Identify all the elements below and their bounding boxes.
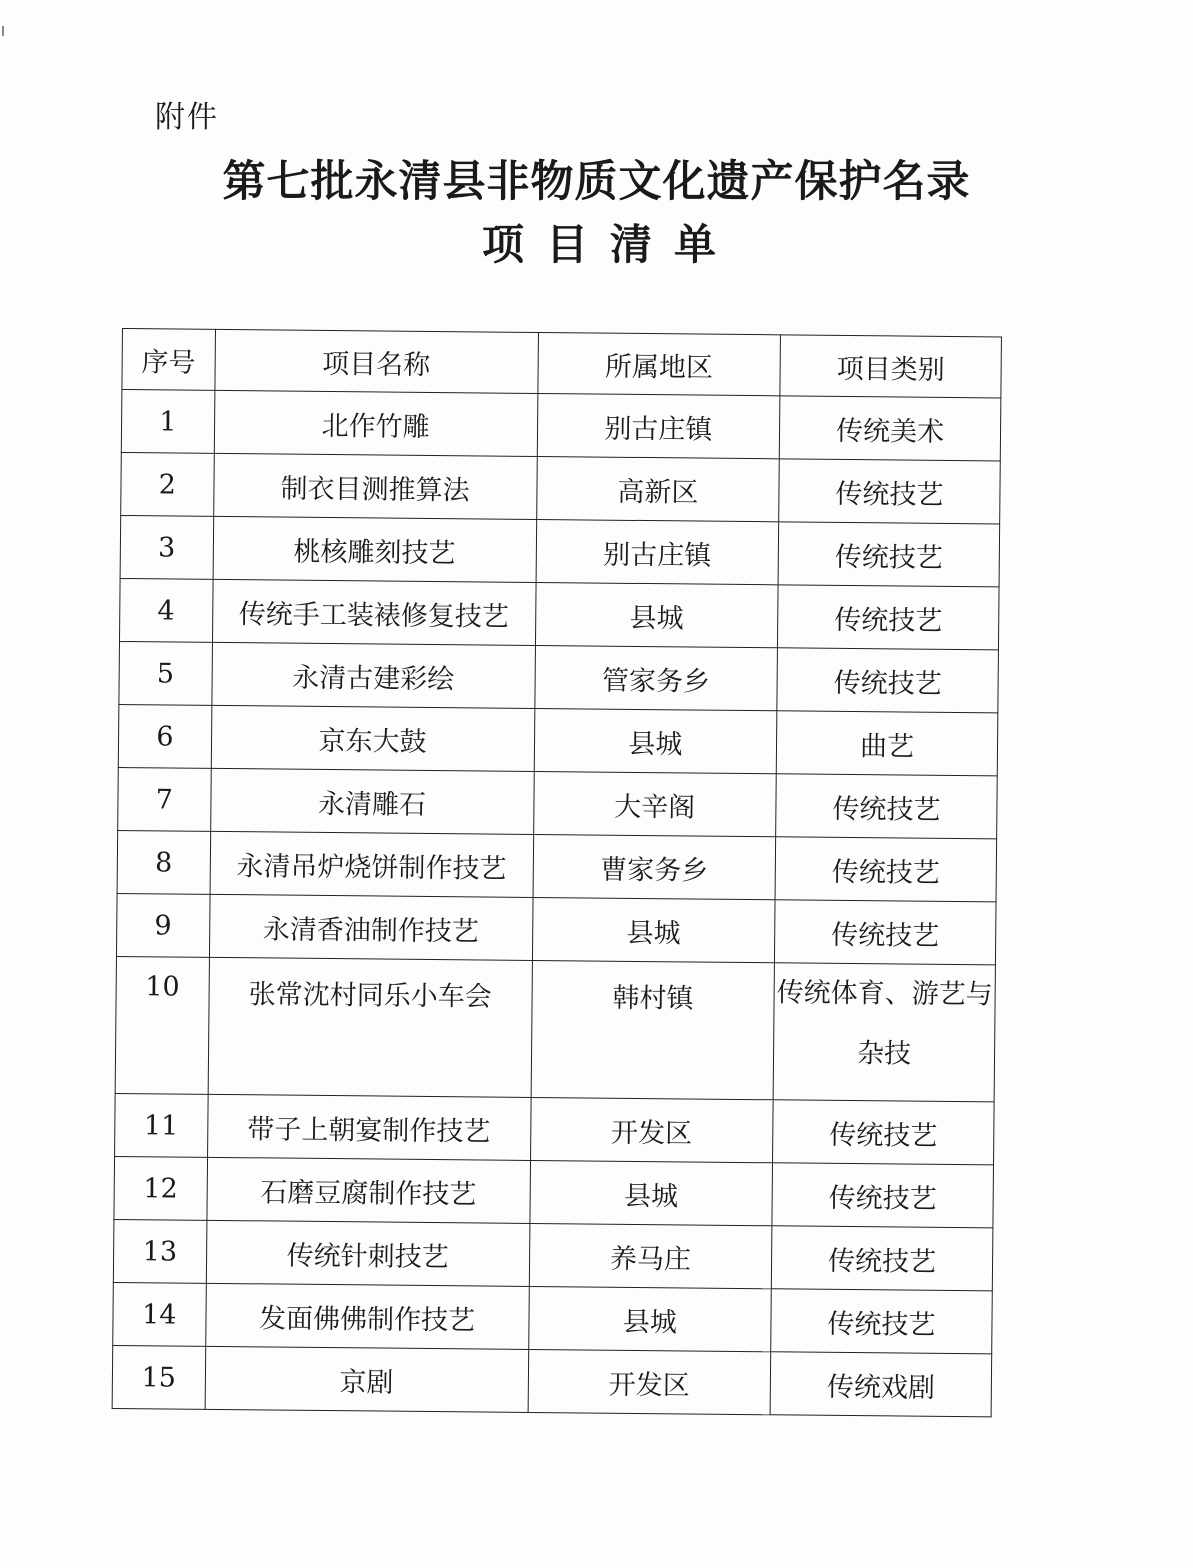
table-row [121, 452, 1001, 523]
cell-project-name: 带子上朝宴制作技艺 [207, 1094, 531, 1160]
cell-number: 8 [117, 830, 210, 894]
cell-category: 传统技艺 [773, 1100, 994, 1165]
cell-category: 传统技艺 [777, 648, 998, 713]
cell-number: 3 [120, 515, 213, 579]
table-row [118, 767, 998, 838]
cell-category: 传统技艺 [775, 837, 996, 902]
cell-region: 县城 [534, 708, 777, 773]
cell-category: 传统体育、游艺与杂技 [773, 963, 995, 1102]
cell-region: 开发区 [530, 1097, 773, 1162]
cell-project-name: 石磨豆腐制作技艺 [207, 1157, 531, 1223]
cell-project-name: 北作竹雕 [214, 390, 538, 456]
project-list-table [112, 328, 1002, 1417]
table-row [112, 1345, 992, 1416]
cell-number: 12 [114, 1156, 207, 1220]
cell-project-name: 京剧 [205, 1346, 529, 1412]
cell-number: 6 [118, 704, 211, 768]
cell-project-name: 永清香油制作技艺 [209, 894, 533, 960]
table-row [117, 830, 997, 901]
scan-edge-mark [2, 26, 4, 36]
header-region: 所属地区 [537, 332, 780, 395]
cell-number: 5 [119, 641, 212, 705]
document-title: 第七批永清县非物质文化遗产保护名录 [222, 157, 971, 207]
cell-number: 2 [121, 452, 214, 516]
cell-number: 7 [118, 767, 211, 831]
table-row [118, 704, 998, 775]
cell-project-name: 发面佛佛制作技艺 [205, 1283, 529, 1349]
cell-category: 传统技艺 [775, 900, 996, 965]
cell-region: 大辛阁 [533, 771, 776, 836]
cell-region: 别古庄镇 [537, 393, 780, 458]
table-row [113, 1219, 993, 1290]
cell-number: 4 [119, 578, 212, 642]
cell-region: 养马庄 [529, 1223, 772, 1288]
cell-category: 传统技艺 [771, 1289, 992, 1354]
cell-project-name: 桃核雕刻技艺 [213, 516, 537, 582]
cell-number: 1 [121, 390, 214, 454]
cell-project-name: 京东大鼓 [211, 705, 535, 771]
project-list-table-wrapper [112, 328, 1017, 1418]
cell-number: 9 [116, 893, 209, 957]
cell-region: 县城 [535, 582, 778, 647]
cell-region: 别古庄镇 [536, 519, 779, 584]
cell-project-name: 传统针刺技艺 [206, 1220, 530, 1286]
header-category: 项目类别 [780, 335, 1001, 398]
table-row [115, 1093, 995, 1164]
cell-region: 县城 [532, 897, 775, 962]
cell-region: 高新区 [536, 456, 779, 521]
cell-number: 14 [113, 1282, 206, 1346]
cell-project-name: 永清古建彩绘 [211, 642, 535, 708]
header-number: 序号 [122, 329, 215, 391]
cell-category: 传统技艺 [778, 522, 999, 587]
table-row [113, 1282, 993, 1353]
cell-category: 曲艺 [776, 711, 997, 776]
cell-region: 管家务乡 [534, 645, 777, 710]
header-project-name: 项目名称 [214, 329, 538, 393]
table-row [120, 515, 1000, 586]
cell-project-name: 制衣目测推算法 [213, 453, 537, 519]
table-row [115, 956, 995, 1101]
table-row [119, 578, 999, 649]
document-subtitle: 项目清单 [481, 220, 738, 269]
cell-category: 传统技艺 [779, 459, 1000, 524]
cell-project-name: 传统手工装裱修复技艺 [212, 579, 536, 645]
cell-number: 15 [112, 1345, 205, 1409]
cell-category: 传统技艺 [776, 774, 997, 839]
cell-region: 县城 [528, 1286, 771, 1351]
table-row [114, 1156, 994, 1227]
table-row [121, 390, 1001, 461]
cell-number: 13 [113, 1219, 206, 1283]
table-row [119, 641, 999, 712]
cell-region: 县城 [530, 1160, 773, 1225]
cell-category: 传统戏剧 [770, 1352, 991, 1417]
cell-project-name: 张常沈村同乐小车会 [208, 957, 532, 1097]
cell-category: 传统技艺 [772, 1163, 993, 1228]
cell-category: 传统技艺 [778, 585, 999, 650]
cell-number: 11 [115, 1093, 208, 1157]
cell-region: 曹家务乡 [533, 834, 776, 899]
cell-project-name: 永清雕石 [210, 768, 534, 834]
cell-region: 韩村镇 [531, 960, 775, 1099]
cell-region: 开发区 [528, 1349, 771, 1414]
cell-category: 传统美术 [779, 396, 1000, 461]
cell-number: 10 [115, 956, 209, 1094]
cell-category: 传统技艺 [771, 1226, 992, 1291]
cell-project-name: 永清吊炉烧饼制作技艺 [210, 831, 534, 897]
table-row [116, 893, 996, 964]
table-header-row [122, 329, 1002, 398]
attachment-label: 附件 [155, 100, 219, 135]
